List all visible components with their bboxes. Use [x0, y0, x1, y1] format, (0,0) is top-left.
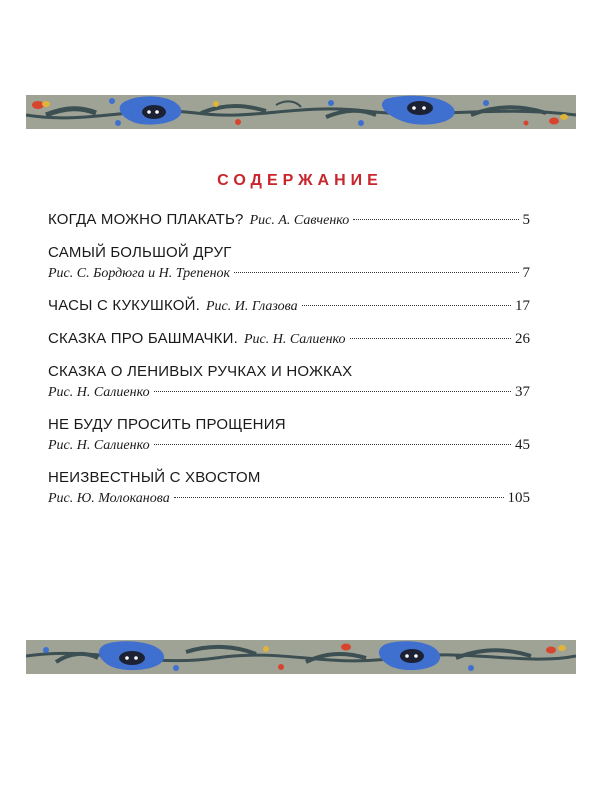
story-title: КОГДА МОЖНО ПЛАКАТЬ? [48, 211, 244, 228]
toc-entry[interactable] [48, 362, 530, 402]
dot-leader [350, 338, 511, 339]
story-title: НЕИЗВЕСТНЫЙ С ХВОСТОМ [48, 469, 261, 486]
toc-entry[interactable] [48, 415, 530, 455]
page-number: 105 [507, 490, 530, 506]
story-title: ЧАСЫ С КУКУШКОЙ. [48, 297, 200, 314]
illustrator-credit: Рис. И. Глазова [205, 299, 298, 314]
folk-ornament-top [26, 95, 576, 129]
decorative-border-bottom [26, 640, 576, 674]
illustrator-credit: Рис. А. Савченко [249, 213, 350, 228]
story-title: СКАЗКА О ЛЕНИВЫХ РУЧКАХ И НОЖКАХ [48, 363, 353, 380]
illustrator-credit: Рис. Н. Салиенко [48, 385, 150, 400]
dot-leader [154, 391, 511, 392]
decorative-border-top [26, 95, 576, 129]
toc-entry[interactable] [48, 243, 530, 283]
page-number: 17 [515, 298, 530, 314]
folk-ornament-bottom [26, 640, 576, 674]
story-title: СКАЗКА ПРО БАШМАЧКИ. [48, 330, 238, 347]
toc-entry[interactable] [48, 296, 530, 316]
toc-entry[interactable] [48, 329, 530, 349]
illustrator-credit: Рис. Ю. Молоканова [48, 491, 170, 506]
dot-leader [302, 305, 511, 306]
page-number: 26 [515, 331, 530, 347]
toc-entry[interactable] [48, 468, 530, 508]
page-number: 7 [522, 265, 530, 281]
page-number: 37 [515, 384, 530, 400]
illustrator-credit: Рис. Н. Салиенко [243, 332, 346, 347]
illustrator-credit: Рис. С. Бордюга и Н. Трепенок [48, 266, 231, 281]
table-of-contents [48, 210, 530, 521]
dot-leader [353, 219, 518, 220]
contents-heading: СОДЕРЖАНИЕ [217, 172, 383, 189]
dot-leader [174, 497, 504, 498]
dot-leader [234, 272, 518, 273]
page-number: 45 [515, 437, 530, 453]
story-title: САМЫЙ БОЛЬШОЙ ДРУГ [48, 244, 232, 261]
story-title: НЕ БУДУ ПРОСИТЬ ПРОЩЕНИЯ [48, 416, 286, 433]
illustrator-credit: Рис. Н. Салиенко [48, 438, 150, 453]
toc-entry[interactable] [48, 210, 530, 230]
page-number: 5 [522, 212, 530, 228]
dot-leader [154, 444, 511, 445]
